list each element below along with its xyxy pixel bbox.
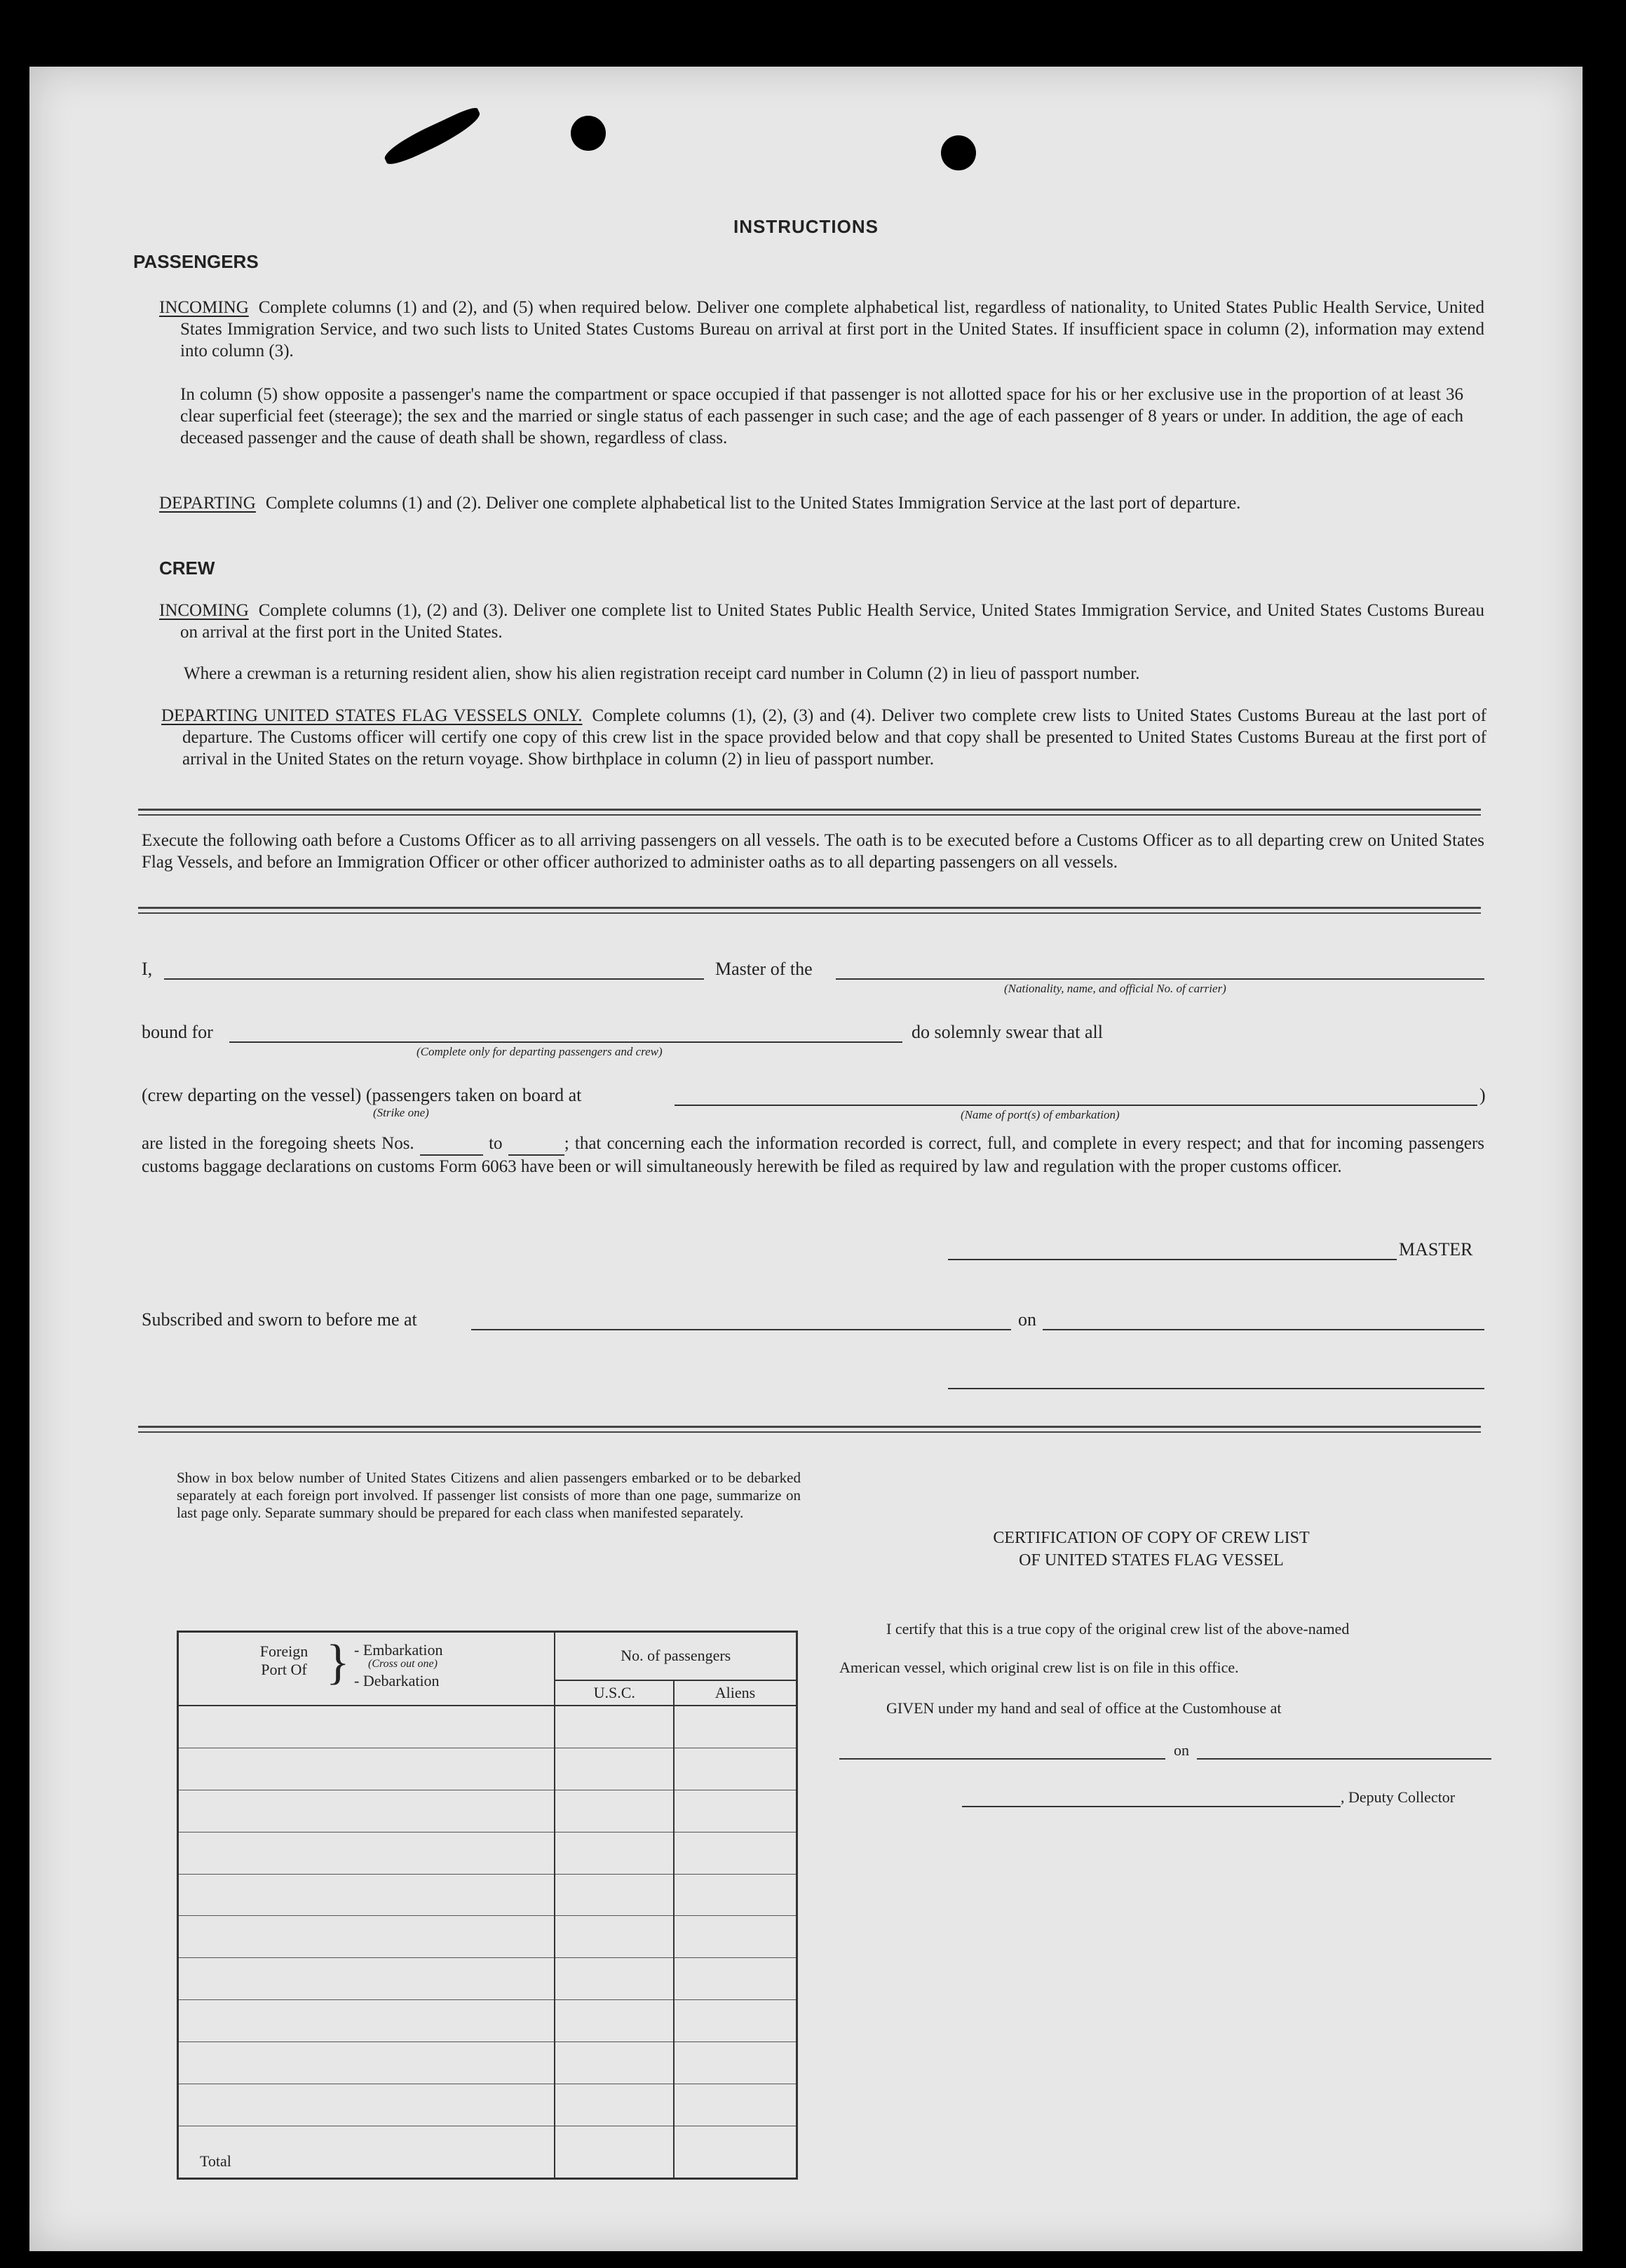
table-row	[178, 2000, 797, 2042]
ports-table	[177, 1631, 798, 2180]
torn-corner-mark	[381, 105, 485, 169]
master-of-the-label: Master of the	[715, 959, 813, 979]
crewman-paragraph: Where a crewman is a returning resident alien, show his alien registration receipt card number in Column (2) in lieu of passport number.	[184, 664, 1140, 683]
usc-cell[interactable]	[555, 2084, 674, 2126]
subscribed-place-field[interactable]	[471, 1329, 1011, 1330]
crew-header: CREW	[159, 558, 215, 579]
debarkation-label: - Debarkation	[354, 1672, 440, 1689]
certify-line2: American vessel, which original crew list is on file in this office.	[839, 1659, 1239, 1676]
crew-departing-paragraph	[161, 705, 1486, 770]
embarkation-label: - Embarkation	[354, 1641, 443, 1659]
crew-departing-label: DEPARTING UNITED STATES FLAG VESSELS ONLY.	[161, 706, 583, 725]
aliens-cell[interactable]	[674, 1832, 797, 1874]
table-row	[178, 1706, 797, 1748]
no-passengers-header: No. of passengers	[555, 1632, 797, 1680]
deputy-signature-field[interactable]	[962, 1806, 1341, 1807]
table-row	[178, 1958, 797, 2000]
subscribed-label: Subscribed and sworn to before me at	[142, 1309, 417, 1330]
aliens-cell[interactable]	[674, 1874, 797, 1916]
bound-for-hint: (Complete only for departing passengers and crew)	[416, 1045, 663, 1058]
crew-departing-label: (crew departing on the vessel) (passengers taken on board at	[142, 1085, 582, 1105]
carrier-field[interactable]	[836, 978, 1484, 980]
total-aliens-cell[interactable]	[674, 2126, 797, 2178]
usc-cell[interactable]	[555, 1916, 674, 1958]
departing-passengers-paragraph	[159, 492, 1484, 514]
officer-signature-field[interactable]	[948, 1388, 1484, 1389]
swear-label: do solemnly swear that all	[912, 1022, 1103, 1042]
to-label: to	[489, 1134, 503, 1153]
table-row	[178, 1874, 797, 1916]
customhouse-field[interactable]	[839, 1758, 1165, 1760]
port-cell[interactable]	[178, 2042, 555, 2084]
port-cell[interactable]	[178, 1748, 555, 1790]
aliens-cell[interactable]	[674, 1790, 797, 1832]
master-signature-field[interactable]	[948, 1259, 1397, 1260]
bound-for-label: bound for	[142, 1022, 213, 1042]
listed-start: are listed in the foregoing sheets Nos.	[142, 1134, 414, 1153]
sheet-to-field[interactable]	[508, 1133, 564, 1156]
usc-cell[interactable]	[555, 2000, 674, 2042]
table-row	[178, 1790, 797, 1832]
table-row	[178, 2084, 797, 2126]
total-row	[178, 2126, 797, 2178]
usc-cell[interactable]	[555, 1706, 674, 1748]
foreign-port-header	[178, 1632, 555, 1706]
column5-paragraph: In column (5) show opposite a passenger's name the compartment or space occupied if that passenger is not allotted space for his or her exclusive use in the proportion of at least 36 clear superficial feet (steerage); the sex and the married or single status of each passenger in such case; and the age of each passenger of 8 years or under. In addition, the age of each deceased passenger and the cause of death shall be shown, regardless of class.	[180, 385, 1463, 447]
incoming-label: INCOMING	[159, 298, 249, 317]
table-row	[178, 2042, 797, 2084]
port-cell[interactable]	[178, 1706, 555, 1748]
carrier-hint: (Nationality, name, and official No. of carrier)	[1004, 982, 1226, 995]
incoming-passengers-paragraph	[159, 297, 1484, 362]
bound-for-field[interactable]	[229, 1041, 902, 1043]
form-sheet	[29, 67, 1583, 2251]
oath-i-label: I,	[142, 959, 153, 979]
divider	[138, 907, 1481, 909]
port-cell[interactable]	[178, 1790, 555, 1832]
aliens-cell[interactable]	[674, 1748, 797, 1790]
usc-cell[interactable]	[555, 1958, 674, 2000]
punch-hole	[941, 135, 976, 170]
crew-incoming-paragraph	[159, 600, 1484, 643]
cert-date-field[interactable]	[1197, 1758, 1491, 1760]
port-cell[interactable]	[178, 1874, 555, 1916]
port-cell[interactable]	[178, 1832, 555, 1874]
aliens-cell[interactable]	[674, 1706, 797, 1748]
cross-out-hint: (Cross out one)	[368, 1658, 438, 1670]
certification-title-line1: CERTIFICATION OF COPY OF CREW LIST	[993, 1529, 1310, 1547]
master-label: MASTER	[1399, 1239, 1473, 1260]
divider	[138, 1431, 1481, 1433]
aliens-cell[interactable]	[674, 2084, 797, 2126]
port-cell[interactable]	[178, 1916, 555, 1958]
port-hint: (Name of port(s) of embarkation)	[961, 1108, 1120, 1121]
certification-title-line2: OF UNITED STATES FLAG VESSEL	[1019, 1551, 1284, 1570]
divider	[138, 814, 1481, 816]
on-label: on	[1018, 1309, 1036, 1330]
divider	[138, 1426, 1481, 1428]
listed-paragraph	[142, 1133, 1484, 1177]
departing-text: Complete columns (1) and (2). Deliver one complete alphabetical list to the United States Immigration Service at the last port of departure.	[265, 494, 1241, 513]
crew-departing-text: Complete columns (1), (2), (3) and (4). Deliver two complete crew lists to United States Customs Bureau at the last port of departure. The Customs officer will certify one copy of this crew list in the space provided below and that copy shall be presented to United States Customs Bureau at the first port of arrival in the United States on the return voyage. Show birthplace in column (2) in lieu of passport number.	[182, 706, 1486, 769]
given-line: GIVEN under my hand and seal of office at the Customhouse at	[886, 1699, 1282, 1717]
table-row	[178, 1748, 797, 1790]
master-name-field[interactable]	[164, 978, 704, 980]
departing-label: DEPARTING	[159, 494, 256, 513]
port-cell[interactable]	[178, 2000, 555, 2042]
certify-line1: I certify that this is a true copy of the original crew list of the above-named	[886, 1620, 1350, 1638]
aliens-header: Aliens	[674, 1680, 797, 1706]
total-usc-cell[interactable]	[555, 2126, 674, 2178]
close-paren: )	[1479, 1085, 1486, 1105]
total-label: Total	[178, 2126, 555, 2178]
usc-cell[interactable]	[555, 1832, 674, 1874]
crew-incoming-text: Complete columns (1), (2) and (3). Deliver one complete list to United States Public Health Service, United States Immigration Service, and United States Customs Bureau on arrival at the first port in the United States.	[180, 601, 1484, 642]
instructions-title: INSTRUCTIONS	[733, 216, 879, 237]
usc-cell[interactable]	[555, 1874, 674, 1916]
usc-header: U.S.C.	[555, 1680, 674, 1706]
table-row	[178, 1832, 797, 1874]
listed-rest: ; that concerning each the information recorded is correct, full, and complete in every respect; and that for incoming passengers customs baggage declarations on customs Form 6063 have been or will simultaneously herewith be filed as required by law and regulation with the proper customs officer.	[142, 1134, 1484, 1176]
brace-icon: }	[326, 1635, 350, 1689]
usc-cell[interactable]	[555, 1790, 674, 1832]
divider	[138, 912, 1481, 914]
sheet-from-field[interactable]	[420, 1133, 483, 1156]
divider	[138, 809, 1481, 811]
table-row	[178, 1916, 797, 1958]
aliens-cell[interactable]	[674, 2000, 797, 2042]
usc-cell[interactable]	[555, 2042, 674, 2084]
aliens-cell[interactable]	[674, 1958, 797, 2000]
foreign-port-of-label: Foreign Port Of	[259, 1642, 309, 1678]
strike-one-hint: (Strike one)	[373, 1106, 429, 1119]
incoming-text: Complete columns (1) and (2), and (5) when required below. Deliver one complete alphabetical list, regardless of nationality, to United States Public Health Service, United States Immigration Service, and two such lists to United States Customs Bureau on arrival at first port in the United States. If insufficient space in column (2), information may extend into column (3).	[180, 298, 1484, 360]
port-embarkation-field[interactable]	[675, 1105, 1477, 1106]
usc-cell[interactable]	[555, 1748, 674, 1790]
aliens-cell[interactable]	[674, 2042, 797, 2084]
crew-incoming-label: INCOMING	[159, 601, 249, 620]
punch-hole	[571, 116, 606, 151]
box-note: Show in box below number of United States Citizens and alien passengers embarked or to be debarked separately at each foreign port involved. If passenger list consists of more than one page, summarize on last page only. Separate summary should be prepared for each class when manifested separately.	[177, 1469, 801, 1521]
deputy-collector-label: , Deputy Collector	[1341, 1788, 1456, 1806]
port-cell[interactable]	[178, 1958, 555, 2000]
oath-intro: Execute the following oath before a Customs Officer as to all arriving passengers on all vessels. The oath is to be executed before a Customs Officer as to all departing crew on United States Flag Vessels, and before an Immigration Officer or other officer authorized to administer oaths as to all departing passengers on all vessels.	[142, 831, 1484, 872]
port-cell[interactable]	[178, 2084, 555, 2126]
aliens-cell[interactable]	[674, 1916, 797, 1958]
subscribed-date-field[interactable]	[1043, 1329, 1484, 1330]
cert-on-label: on	[1174, 1741, 1189, 1759]
passengers-header: PASSENGERS	[133, 251, 259, 272]
